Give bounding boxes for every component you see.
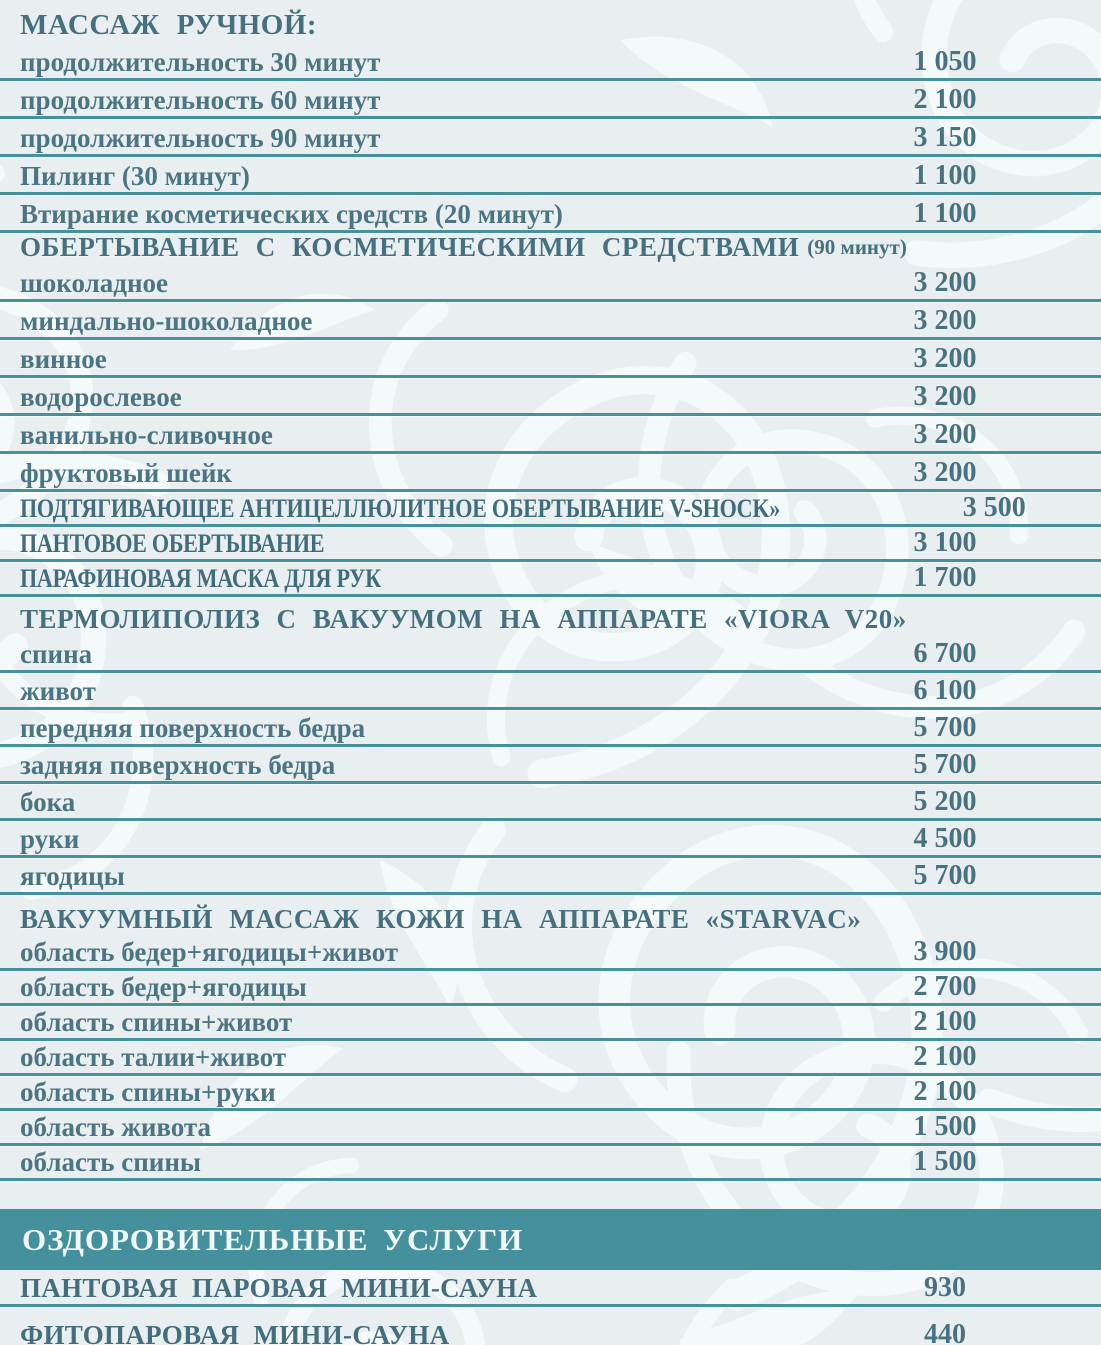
service-row [0,492,1101,527]
section-banner-title: ОЗДОРОВИТЕЛЬНЫЕ УСЛУГИ [22,1221,524,1257]
section-vacuum-massage [0,895,1101,1181]
service-name: ягодицы [20,860,125,891]
service-row [0,527,1101,562]
service-name: область бедер+ягодицы [20,971,307,1002]
service-row [0,1076,1101,1111]
service-name: область спины [20,1146,201,1177]
service-price: 1 500 [913,1111,977,1142]
service-name: продолжительность 90 минут [20,122,381,153]
section-header [0,597,1101,636]
service-row [0,119,1101,157]
service-row [0,710,1101,747]
service-price: 5 200 [913,786,977,817]
section-header [0,895,1101,936]
service-price: 5 700 [913,860,977,891]
section-cosmetic-wraps [0,233,1101,492]
service-row [0,636,1101,673]
service-price: 2 100 [913,1006,977,1037]
service-price: 930 [924,1272,966,1303]
service-price: 3 200 [913,343,977,374]
service-name: область живота [20,1111,212,1142]
service-row [0,858,1101,895]
spacer [0,1181,1101,1209]
service-price: 3 200 [913,381,977,412]
section-thermolipolysis [0,597,1101,895]
service-row [0,971,1101,1006]
service-price: 6 100 [913,675,977,706]
service-price: 1 100 [913,198,977,229]
service-price: 1 500 [913,1146,977,1177]
service-row [0,1041,1101,1076]
service-name: область талии+живот [20,1041,287,1072]
service-price: 3 200 [913,305,977,336]
service-row [0,416,1101,454]
service-name: область спины+живот [20,1006,293,1037]
service-price: 3 900 [913,936,977,967]
service-name: Пилинг (30 минут) [20,160,250,191]
service-price: 6 700 [913,638,977,669]
service-price: 3 200 [913,419,977,450]
service-row [0,81,1101,119]
section-special-wraps [0,492,1101,597]
section-header [0,6,1101,43]
service-price: 1 700 [913,562,977,593]
service-row [0,747,1101,784]
service-row [0,340,1101,378]
service-row [0,821,1101,858]
service-row [0,1146,1101,1181]
service-price: 3 200 [913,267,977,298]
section-banner [0,1209,1101,1270]
service-row [0,1006,1101,1041]
service-name: миндально-шоколадное [20,305,313,336]
service-name: Втирание косметических средств (20 минут) [20,198,563,229]
service-price: 3 500 [962,492,1026,523]
service-name: продолжительность 30 минут [20,46,381,77]
section-wellness-services [0,1209,1101,1345]
service-price: 2 700 [913,971,977,1002]
service-price: 3 200 [913,457,977,488]
service-name: спина [20,638,93,669]
service-name: область спины+руки [20,1076,276,1107]
service-name: фруктовый шейк [20,457,232,488]
service-price: 5 700 [913,712,977,743]
service-name: живот [20,675,96,706]
section-title: ОБЕРТЫВАНИЕ С КОСМЕТИЧЕСКИМИ СРЕДСТВАМИ [20,232,800,262]
service-row [0,195,1101,233]
section-title: МАССАЖ РУЧНОЙ: [20,9,318,41]
service-name: ПАРАФИНОВАЯ МАСКА ДЛЯ РУК [20,563,381,593]
service-row [0,264,1101,302]
service-row [0,1270,1101,1307]
section-manual-massage [0,6,1101,233]
service-price: 2 100 [913,1041,977,1072]
service-price: 3 100 [913,527,977,558]
service-row [0,454,1101,492]
service-name: ПАНТОВОЕ ОБЕРТЫВАНИЕ [20,528,325,558]
service-name: водорослевое [20,381,182,412]
service-name: область бедер+ягодицы+живот [20,936,399,967]
section-title: ТЕРМОЛИПОЛИЗ С ВАКУУМОМ НА АППАРАТЕ «VIORA V20» [20,604,907,634]
service-name: бока [20,786,76,817]
service-name: задняя поверхность бедра [20,749,336,780]
section-header [0,233,1101,264]
service-price: 1 100 [913,160,977,191]
service-name: шоколадное [20,267,168,298]
section-duration-note: (90 минут) [807,235,907,259]
service-price: 3 150 [913,122,977,153]
service-name: винное [20,343,107,374]
service-row [0,1111,1101,1146]
service-row [0,936,1101,971]
service-price: 2 100 [913,1076,977,1107]
service-row [0,673,1101,710]
service-price: 440 [924,1319,966,1345]
service-name: ПАНТОВАЯ ПАРОВАЯ МИНИ-САУНА [20,1272,538,1303]
service-price: 1 050 [913,46,977,77]
service-row [0,43,1101,81]
service-name: ПОДТЯГИВАЮЩЕЕ АНТИЦЕЛЛЮЛИТНОЕ ОБЕРТЫВАНИЕ V-SHOCK» [20,493,781,523]
service-row [0,1307,1101,1345]
service-row [0,378,1101,416]
service-name: руки [20,823,80,854]
service-name: передняя поверхность бедра [20,712,366,743]
service-price: 2 100 [913,84,977,115]
service-row [0,157,1101,195]
service-name: ФИТОПАРОВАЯ МИНИ-САУНА [20,1319,450,1345]
service-name: ванильно-сливочное [20,419,273,450]
service-price: 5 700 [913,749,977,780]
service-row [0,784,1101,821]
service-name: продолжительность 60 минут [20,84,381,115]
service-row [0,302,1101,340]
service-price: 4 500 [913,823,977,854]
section-title: ВАКУУМНЫЙ МАССАЖ КОЖИ НА АППАРАТЕ «STARVAC» [20,904,862,934]
service-row [0,562,1101,597]
